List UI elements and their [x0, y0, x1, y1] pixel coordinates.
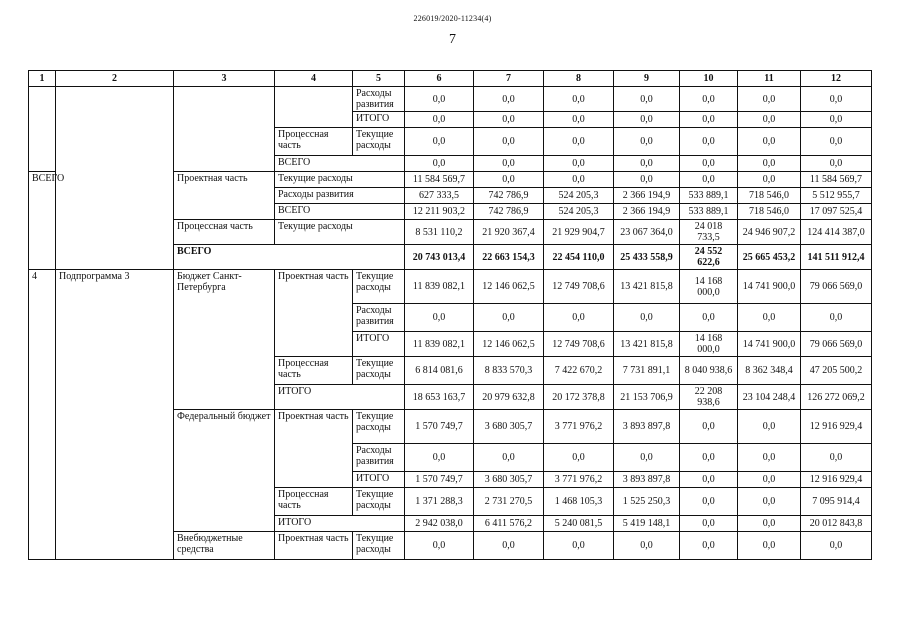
- value-cell: 23 067 364,0: [614, 220, 680, 245]
- col-num: 12: [801, 71, 872, 87]
- value-cell: 0,0: [680, 410, 738, 444]
- value-cell: 141 511 912,4: [801, 245, 872, 270]
- label-cell: ВСЕГО: [275, 156, 405, 172]
- value-cell: 25 433 558,9: [614, 245, 680, 270]
- value-cell: 0,0: [614, 172, 680, 188]
- value-cell: 0,0: [474, 156, 544, 172]
- label-cell: Подпрограмма 3: [56, 270, 174, 560]
- label-cell: Текущие расходы: [353, 270, 405, 304]
- value-cell: 0,0: [680, 112, 738, 128]
- col-num: 9: [614, 71, 680, 87]
- value-cell: 0,0: [680, 172, 738, 188]
- value-cell: 0,0: [544, 128, 614, 156]
- value-cell: 2 366 194,9: [614, 188, 680, 204]
- value-cell: 0,0: [680, 444, 738, 472]
- value-cell: 23 104 248,4: [738, 385, 801, 410]
- value-cell: 0,0: [474, 444, 544, 472]
- label-cell: Текущие расходы: [353, 128, 405, 156]
- label-cell: ИТОГО: [275, 385, 405, 410]
- label-cell: Расходы развития: [353, 444, 405, 472]
- budget-table: [28, 70, 872, 560]
- value-cell: 627 333,5: [405, 188, 474, 204]
- value-cell: 13 421 815,8: [614, 270, 680, 304]
- value-cell: 2 942 038,0: [405, 516, 474, 532]
- value-cell: 0,0: [801, 87, 872, 112]
- value-cell: 0,0: [405, 156, 474, 172]
- value-cell: 8 040 938,6: [680, 357, 738, 385]
- label-cell: Бюджет Санкт-Петербурга: [174, 270, 275, 410]
- value-cell: 0,0: [474, 128, 544, 156]
- value-cell: 20 979 632,8: [474, 385, 544, 410]
- value-cell: 5 419 148,1: [614, 516, 680, 532]
- value-cell: 0,0: [738, 156, 801, 172]
- col-num: 11: [738, 71, 801, 87]
- col-num: 8: [544, 71, 614, 87]
- value-cell: 12 146 062,5: [474, 332, 544, 357]
- label-cell: Текущие расходы: [353, 488, 405, 516]
- col-num: 7: [474, 71, 544, 87]
- value-cell: 20 172 378,8: [544, 385, 614, 410]
- value-cell: 18 653 163,7: [405, 385, 474, 410]
- label-cell: ИТОГО: [353, 332, 405, 357]
- value-cell: 0,0: [474, 532, 544, 560]
- value-cell: 7 095 914,4: [801, 488, 872, 516]
- value-cell: 0,0: [614, 112, 680, 128]
- value-cell: 533 889,1: [680, 204, 738, 220]
- value-cell: 0,0: [738, 87, 801, 112]
- label-cell: Процессная часть: [275, 488, 353, 516]
- label-cell: Текущие расходы: [275, 172, 405, 188]
- value-cell: 3 893 897,8: [614, 410, 680, 444]
- value-cell: 20 743 013,4: [405, 245, 474, 270]
- value-cell: 1 570 749,7: [405, 472, 474, 488]
- value-cell: 0,0: [614, 304, 680, 332]
- value-cell: 0,0: [738, 532, 801, 560]
- label-cell: Расходы развития: [353, 87, 405, 112]
- value-cell: 0,0: [614, 156, 680, 172]
- value-cell: 21 929 904,7: [544, 220, 614, 245]
- value-cell: 11 839 082,1: [405, 332, 474, 357]
- value-cell: 14 168 000,0: [680, 270, 738, 304]
- empty-cell: [275, 87, 353, 128]
- value-cell: 0,0: [544, 112, 614, 128]
- value-cell: 124 414 387,0: [801, 220, 872, 245]
- value-cell: 25 665 453,2: [738, 245, 801, 270]
- value-cell: 8 531 110,2: [405, 220, 474, 245]
- label-cell: ВСЕГО: [29, 172, 56, 270]
- value-cell: 0,0: [801, 156, 872, 172]
- value-cell: 718 546,0: [738, 204, 801, 220]
- value-cell: 0,0: [405, 304, 474, 332]
- value-cell: 22 663 154,3: [474, 245, 544, 270]
- value-cell: 0,0: [405, 87, 474, 112]
- value-cell: 0,0: [738, 472, 801, 488]
- value-cell: 0,0: [405, 128, 474, 156]
- value-cell: 0,0: [680, 472, 738, 488]
- value-cell: 0,0: [614, 87, 680, 112]
- value-cell: 6 411 576,2: [474, 516, 544, 532]
- value-cell: 0,0: [544, 532, 614, 560]
- label-cell: Текущие расходы: [275, 220, 405, 245]
- column-number-row: [29, 71, 872, 87]
- label-cell: Проектная часть: [275, 410, 353, 488]
- value-cell: 0,0: [738, 516, 801, 532]
- value-cell: 0,0: [738, 172, 801, 188]
- value-cell: 0,0: [544, 172, 614, 188]
- value-cell: 79 066 569,0: [801, 332, 872, 357]
- value-cell: 718 546,0: [738, 188, 801, 204]
- value-cell: 0,0: [544, 304, 614, 332]
- value-cell: 0,0: [738, 410, 801, 444]
- table-row: [29, 87, 872, 112]
- value-cell: 0,0: [474, 172, 544, 188]
- value-cell: 524 205,3: [544, 188, 614, 204]
- value-cell: 14 741 900,0: [738, 270, 801, 304]
- empty-cell: [29, 87, 56, 172]
- value-cell: 2 731 270,5: [474, 488, 544, 516]
- value-cell: 0,0: [680, 156, 738, 172]
- value-cell: 0,0: [680, 488, 738, 516]
- value-cell: 11 839 082,1: [405, 270, 474, 304]
- value-cell: 126 272 069,2: [801, 385, 872, 410]
- label-cell: Текущие расходы: [353, 357, 405, 385]
- value-cell: 0,0: [801, 112, 872, 128]
- value-cell: 1 468 105,3: [544, 488, 614, 516]
- label-cell: Расходы развития: [275, 188, 405, 204]
- label-cell: Проектная часть: [174, 172, 275, 220]
- value-cell: 3 771 976,2: [544, 472, 614, 488]
- label-cell: ВСЕГО: [275, 204, 405, 220]
- value-cell: 0,0: [405, 532, 474, 560]
- value-cell: 0,0: [405, 444, 474, 472]
- label-cell: Процессная часть: [275, 357, 353, 385]
- value-cell: 22 208 938,6: [680, 385, 738, 410]
- value-cell: 12 146 062,5: [474, 270, 544, 304]
- value-cell: 8 833 570,3: [474, 357, 544, 385]
- value-cell: 0,0: [738, 112, 801, 128]
- value-cell: 0,0: [801, 128, 872, 156]
- col-num: 3: [174, 71, 275, 87]
- label-cell: Проектная часть: [275, 270, 353, 357]
- value-cell: 0,0: [680, 516, 738, 532]
- value-cell: 3 893 897,8: [614, 472, 680, 488]
- value-cell: 13 421 815,8: [614, 332, 680, 357]
- document-id: 226019/2020-11234(4): [413, 14, 492, 23]
- empty-cell: [56, 87, 174, 270]
- value-cell: 1 570 749,7: [405, 410, 474, 444]
- col-num: 5: [353, 71, 405, 87]
- value-cell: 79 066 569,0: [801, 270, 872, 304]
- value-cell: 0,0: [544, 87, 614, 112]
- value-cell: 21 920 367,4: [474, 220, 544, 245]
- value-cell: 14 741 900,0: [738, 332, 801, 357]
- label-cell: ВСЕГО: [174, 245, 405, 270]
- value-cell: 17 097 525,4: [801, 204, 872, 220]
- value-cell: 12 916 929,4: [801, 410, 872, 444]
- value-cell: 12 749 708,6: [544, 270, 614, 304]
- col-num: 6: [405, 71, 474, 87]
- table-row: [29, 270, 872, 304]
- label-cell: ИТОГО: [353, 472, 405, 488]
- value-cell: 0,0: [680, 128, 738, 156]
- value-cell: 533 889,1: [680, 188, 738, 204]
- value-cell: 0,0: [614, 128, 680, 156]
- col-num: 4: [275, 71, 353, 87]
- empty-cell: [174, 87, 275, 172]
- label-cell: Федеральный бюджет: [174, 410, 275, 532]
- value-cell: 5 240 081,5: [544, 516, 614, 532]
- value-cell: 0,0: [544, 444, 614, 472]
- value-cell: 20 012 843,8: [801, 516, 872, 532]
- label-cell: Процессная часть: [275, 128, 353, 156]
- value-cell: 742 786,9: [474, 188, 544, 204]
- value-cell: 0,0: [738, 488, 801, 516]
- value-cell: 0,0: [680, 532, 738, 560]
- value-cell: 2 366 194,9: [614, 204, 680, 220]
- col-num: 10: [680, 71, 738, 87]
- value-cell: 3 680 305,7: [474, 410, 544, 444]
- label-cell: Процессная часть: [174, 220, 275, 245]
- value-cell: 0,0: [614, 444, 680, 472]
- label-cell: Расходы развития: [353, 304, 405, 332]
- value-cell: 3 680 305,7: [474, 472, 544, 488]
- value-cell: 0,0: [738, 128, 801, 156]
- value-cell: 12 749 708,6: [544, 332, 614, 357]
- value-cell: 0,0: [738, 304, 801, 332]
- value-cell: 1 525 250,3: [614, 488, 680, 516]
- value-cell: 0,0: [614, 532, 680, 560]
- value-cell: 12 916 929,4: [801, 472, 872, 488]
- label-cell: Текущие расходы: [353, 532, 405, 560]
- value-cell: 24 552 622,6: [680, 245, 738, 270]
- value-cell: 0,0: [474, 304, 544, 332]
- value-cell: 0,0: [405, 112, 474, 128]
- row-number-cell: 4: [29, 270, 56, 560]
- value-cell: 0,0: [738, 444, 801, 472]
- value-cell: 0,0: [801, 444, 872, 472]
- value-cell: 3 771 976,2: [544, 410, 614, 444]
- value-cell: 0,0: [474, 112, 544, 128]
- value-cell: 0,0: [680, 87, 738, 112]
- value-cell: 24 946 907,2: [738, 220, 801, 245]
- label-cell: ИТОГО: [353, 112, 405, 128]
- value-cell: 11 584 569,7: [405, 172, 474, 188]
- value-cell: 24 018 733,5: [680, 220, 738, 245]
- value-cell: 6 814 081,6: [405, 357, 474, 385]
- label-cell: Текущие расходы: [353, 410, 405, 444]
- value-cell: 742 786,9: [474, 204, 544, 220]
- value-cell: 5 512 955,7: [801, 188, 872, 204]
- value-cell: 21 153 706,9: [614, 385, 680, 410]
- value-cell: 7 731 891,1: [614, 357, 680, 385]
- value-cell: 0,0: [801, 532, 872, 560]
- value-cell: 524 205,3: [544, 204, 614, 220]
- value-cell: 0,0: [474, 87, 544, 112]
- value-cell: 12 211 903,2: [405, 204, 474, 220]
- value-cell: 7 422 670,2: [544, 357, 614, 385]
- value-cell: 8 362 348,4: [738, 357, 801, 385]
- label-cell: Внебюджетные средства: [174, 532, 275, 560]
- value-cell: 0,0: [680, 304, 738, 332]
- label-cell: ИТОГО: [275, 516, 405, 532]
- value-cell: 22 454 110,0: [544, 245, 614, 270]
- label-cell: Проектная часть: [275, 532, 353, 560]
- value-cell: 1 371 288,3: [405, 488, 474, 516]
- value-cell: 0,0: [544, 156, 614, 172]
- col-num: 2: [56, 71, 174, 87]
- value-cell: 11 584 569,7: [801, 172, 872, 188]
- value-cell: 14 168 000,0: [680, 332, 738, 357]
- col-num: 1: [29, 71, 56, 87]
- value-cell: 47 205 500,2: [801, 357, 872, 385]
- page-number: 7: [449, 32, 456, 47]
- value-cell: 0,0: [801, 304, 872, 332]
